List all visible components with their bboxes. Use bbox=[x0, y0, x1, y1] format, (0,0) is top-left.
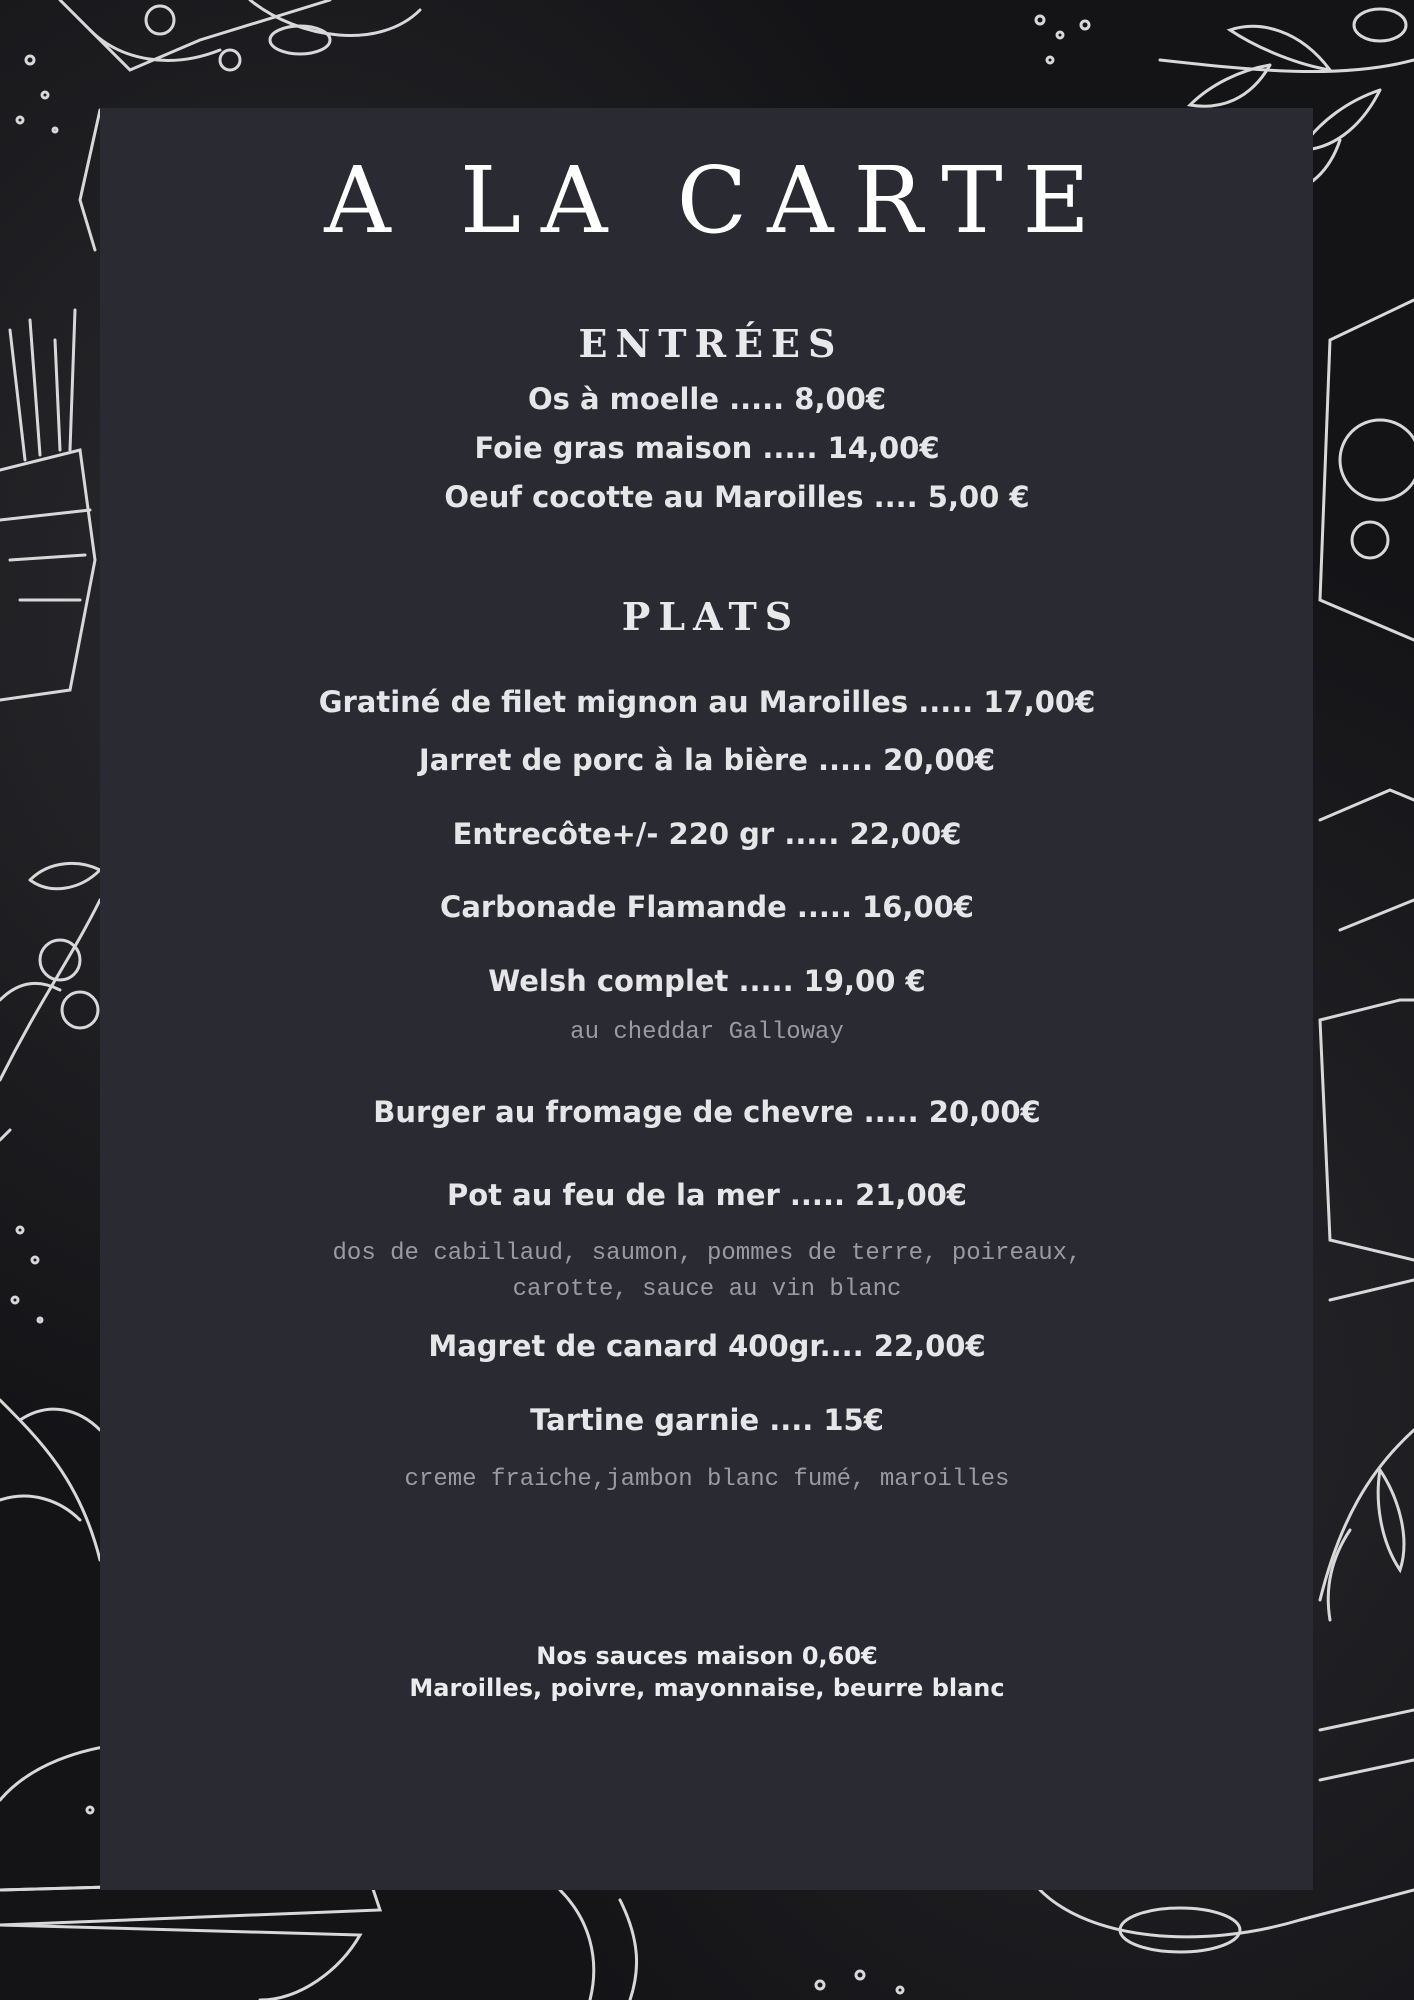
menu-item-oeuf-cocotte: Oeuf cocotte au Maroilles .... 5,00 € bbox=[444, 480, 1030, 514]
section-heading-entrees: ENTRÉES bbox=[578, 321, 844, 366]
menu-title: A LA CARTE bbox=[324, 147, 1110, 254]
menu-item-foie-gras: Foie gras maison ..... 14,00€ bbox=[474, 431, 940, 465]
menu-item-pot-au-feu-description-line1: dos de cabillaud, saumon, pommes de terre, poireaux, bbox=[332, 1240, 1082, 1267]
menu-item-tartine: Tartine garnie .... 15€ bbox=[530, 1403, 884, 1437]
sauces-price: Nos sauces maison 0,60€ bbox=[536, 1642, 878, 1670]
menu-item-tartine-description: creme fraiche,jambon blanc fumé, maroilles bbox=[404, 1466, 1010, 1493]
menu-item-pot-au-feu: Pot au feu de la mer ..... 21,00€ bbox=[447, 1178, 967, 1212]
menu-item-carbonade: Carbonade Flamande ..... 16,00€ bbox=[440, 890, 974, 924]
menu-item-gratine: Gratiné de filet mignon au Maroilles ..... 17,00€ bbox=[318, 685, 1096, 719]
menu-item-burger: Burger au fromage de chevre ..... 20,00€ bbox=[373, 1095, 1041, 1129]
menu-item-welsh: Welsh complet ..... 19,00 € bbox=[488, 964, 926, 998]
section-heading-plats: PLATS bbox=[621, 594, 801, 639]
garnish-sketch-icon bbox=[560, 1890, 1414, 2000]
menu-item-entrecote: Entrecôte+/- 220 gr ..... 22,00€ bbox=[452, 817, 962, 851]
menu-item-magret: Magret de canard 400gr.... 22,00€ bbox=[428, 1329, 986, 1363]
menu-item-jarret: Jarret de porc à la bière ..... 20,00€ bbox=[418, 743, 996, 777]
menu-item-pot-au-feu-description-line2: carotte, sauce au vin blanc bbox=[512, 1276, 902, 1303]
menu-panel bbox=[100, 108, 1313, 1890]
menu-item-welsh-description: au cheddar Galloway bbox=[570, 1019, 844, 1046]
sauces-list: Maroilles, poivre, mayonnaise, beurre blanc bbox=[409, 1674, 1005, 1702]
menu-item-os-a-moelle: Os à moelle ..... 8,00€ bbox=[527, 382, 887, 416]
